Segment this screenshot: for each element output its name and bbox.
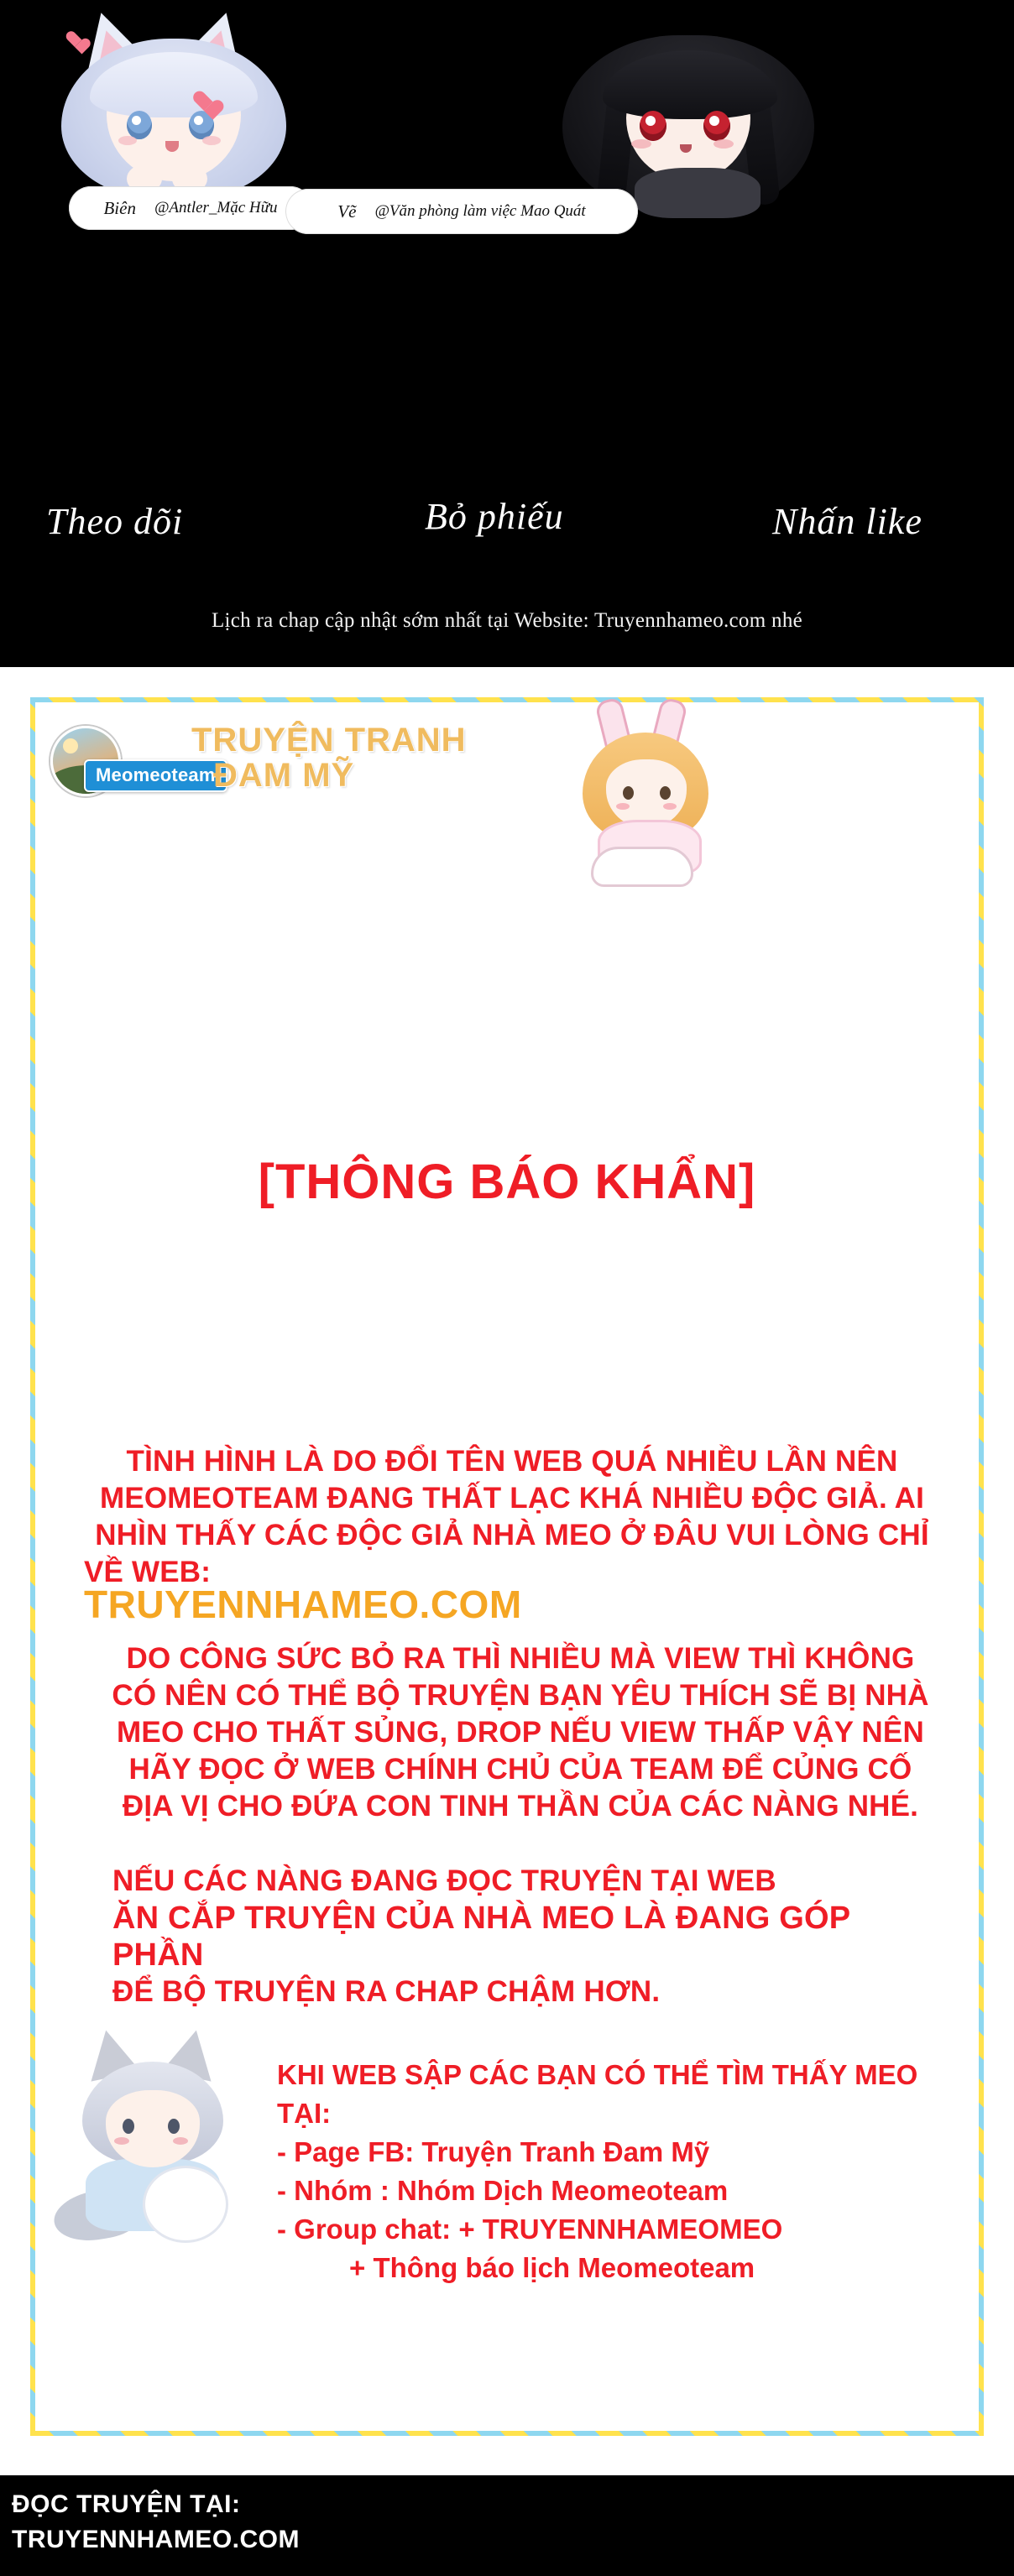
credit-role-label: Vẽ: [337, 201, 357, 222]
credit-bubble-editor: [69, 186, 312, 230]
blush-right: [202, 136, 221, 145]
cta-like-label[interactable]: Nhấn like: [772, 501, 923, 542]
pillow: [143, 2166, 228, 2243]
brand-title-line2: ĐAM MỸ: [213, 757, 355, 794]
announcement-paragraph-3: [112, 1863, 935, 2010]
paragraph-line: NẾU CÁC NÀNG ĐANG ĐỌC TRUYỆN TẠI WEB: [112, 1864, 776, 1897]
paragraph-line: ĐỂ BỘ TRUYỆN RA CHAP CHẬM HƠN.: [112, 1975, 661, 2008]
chibi-illustration-right: [554, 17, 823, 210]
contact-item-secondary[interactable]: + Thông báo lịch Meomeoteam: [349, 2252, 755, 2283]
eye-left: [127, 111, 152, 139]
contact-item[interactable]: - Page FB: Truyện Tranh Đam Mỹ: [277, 2136, 710, 2167]
brand-title-line1: TRUYỆN TRANH: [191, 722, 467, 759]
brand-title: [191, 722, 569, 793]
blush-right: [663, 803, 677, 810]
announcement-headline: [THÔNG BÁO KHẨN]: [258, 1155, 756, 1209]
blush-left: [631, 139, 651, 149]
schedule-note: Lịch ra chap cập nhật sớm nhất tại Website: Truyennhameo.com nhé: [211, 609, 803, 632]
blush-left: [118, 136, 137, 145]
footer-website-url[interactable]: TRUYENNHAMEO.COM: [12, 2526, 300, 2553]
paragraph-line: DO CÔNG SỨC BỎ RA THÌ NHIỀU MÀ VIEW THÌ KHÔNG: [126, 1642, 915, 1675]
contact-lead-line2: TẠI:: [277, 2098, 332, 2129]
eye-right: [703, 111, 730, 141]
mascot-illustration-bottom: [49, 2018, 275, 2261]
heart-icon: [65, 32, 84, 49]
credit-bubble-artist: [285, 189, 638, 234]
eye-left: [640, 111, 666, 141]
paragraph-line: HÃY ĐỌC Ở WEB CHÍNH CHỦ CỦA TEAM ĐỂ CỦNG CỐ: [128, 1753, 912, 1786]
bunny-plush: [591, 847, 693, 887]
paragraph-line: VỀ WEB:: [84, 1556, 212, 1588]
body: [635, 168, 760, 218]
eye-right: [660, 786, 671, 800]
credits-panel: [0, 0, 1014, 667]
eye-left: [623, 786, 634, 800]
avatar-sun-icon: [63, 738, 78, 754]
cta-vote-label[interactable]: Bỏ phiếu: [425, 496, 564, 537]
eye-right: [168, 2119, 180, 2134]
paragraph-line: MEO CHO THẤT SỦNG, DROP NẾU VIEW THẤP VẬY NÊN: [117, 1716, 924, 1749]
paragraph-line: NHÌN THẤY CÁC ĐỘC GIẢ NHÀ MEO Ở ĐÂU VUI LÒNG CHỈ: [95, 1519, 929, 1551]
blush-left: [114, 2137, 129, 2145]
blush-right: [713, 139, 734, 149]
credit-handle-label: @Antler_Mặc Hữu: [154, 199, 278, 216]
credit-handle-label: @Văn phòng làm việc Mao Quát: [374, 202, 586, 220]
paragraph-line: ĐỊA VỊ CHO ĐỨA CON TINH THẦN CỦA CÁC NÀNG NHÉ.: [122, 1790, 919, 1822]
paragraph-line: TÌNH HÌNH LÀ DO ĐỔI TÊN WEB QUÁ NHIỀU LẦN NÊN: [126, 1445, 898, 1478]
announcement-paragraph-1: [84, 1443, 940, 1591]
contact-lead-line1: KHI WEB SẬP CÁC BẠN CÓ THỂ TÌM THẤY MEO: [277, 2059, 918, 2090]
heart-icon: [192, 92, 216, 113]
contact-list: [277, 2056, 949, 2287]
cta-follow-label[interactable]: Theo dõi: [46, 501, 184, 542]
contact-item[interactable]: - Group chat: + TRUYENNHAMEOMEO: [277, 2214, 783, 2245]
blush-right: [173, 2137, 188, 2145]
credit-role-label: Biên: [103, 197, 136, 218]
paragraph-line: MEOMEOTEAM ĐANG THẤT LẠC KHÁ NHIỀU ĐỘC GIẢ. AI: [99, 1482, 925, 1515]
announcement-paragraph-2: [84, 1640, 957, 1825]
blush-left: [616, 803, 630, 810]
paragraph-line: CÓ NÊN CÓ THỂ BỘ TRUYỆN BẠN YÊU THÍCH SẼ BỊ NHÀ: [112, 1679, 929, 1712]
footer-read-at-label: ĐỌC TRUYỆN TẠI:: [12, 2490, 241, 2518]
mascot-illustration-top: [554, 699, 747, 884]
website-url[interactable]: TRUYENNHAMEO.COM: [84, 1583, 522, 1626]
announcement-panel: [0, 667, 1014, 2475]
paragraph-line: ĂN CẮP TRUYỆN CỦA NHÀ MEO LÀ ĐANG GÓP PHẦN: [112, 1901, 850, 1973]
contact-item[interactable]: - Nhóm : Nhóm Dịch Meomeoteam: [277, 2175, 729, 2206]
footer-panel: [0, 2475, 1014, 2576]
eye-left: [123, 2119, 134, 2134]
team-name-badge: Meomeoteam: [84, 759, 227, 792]
